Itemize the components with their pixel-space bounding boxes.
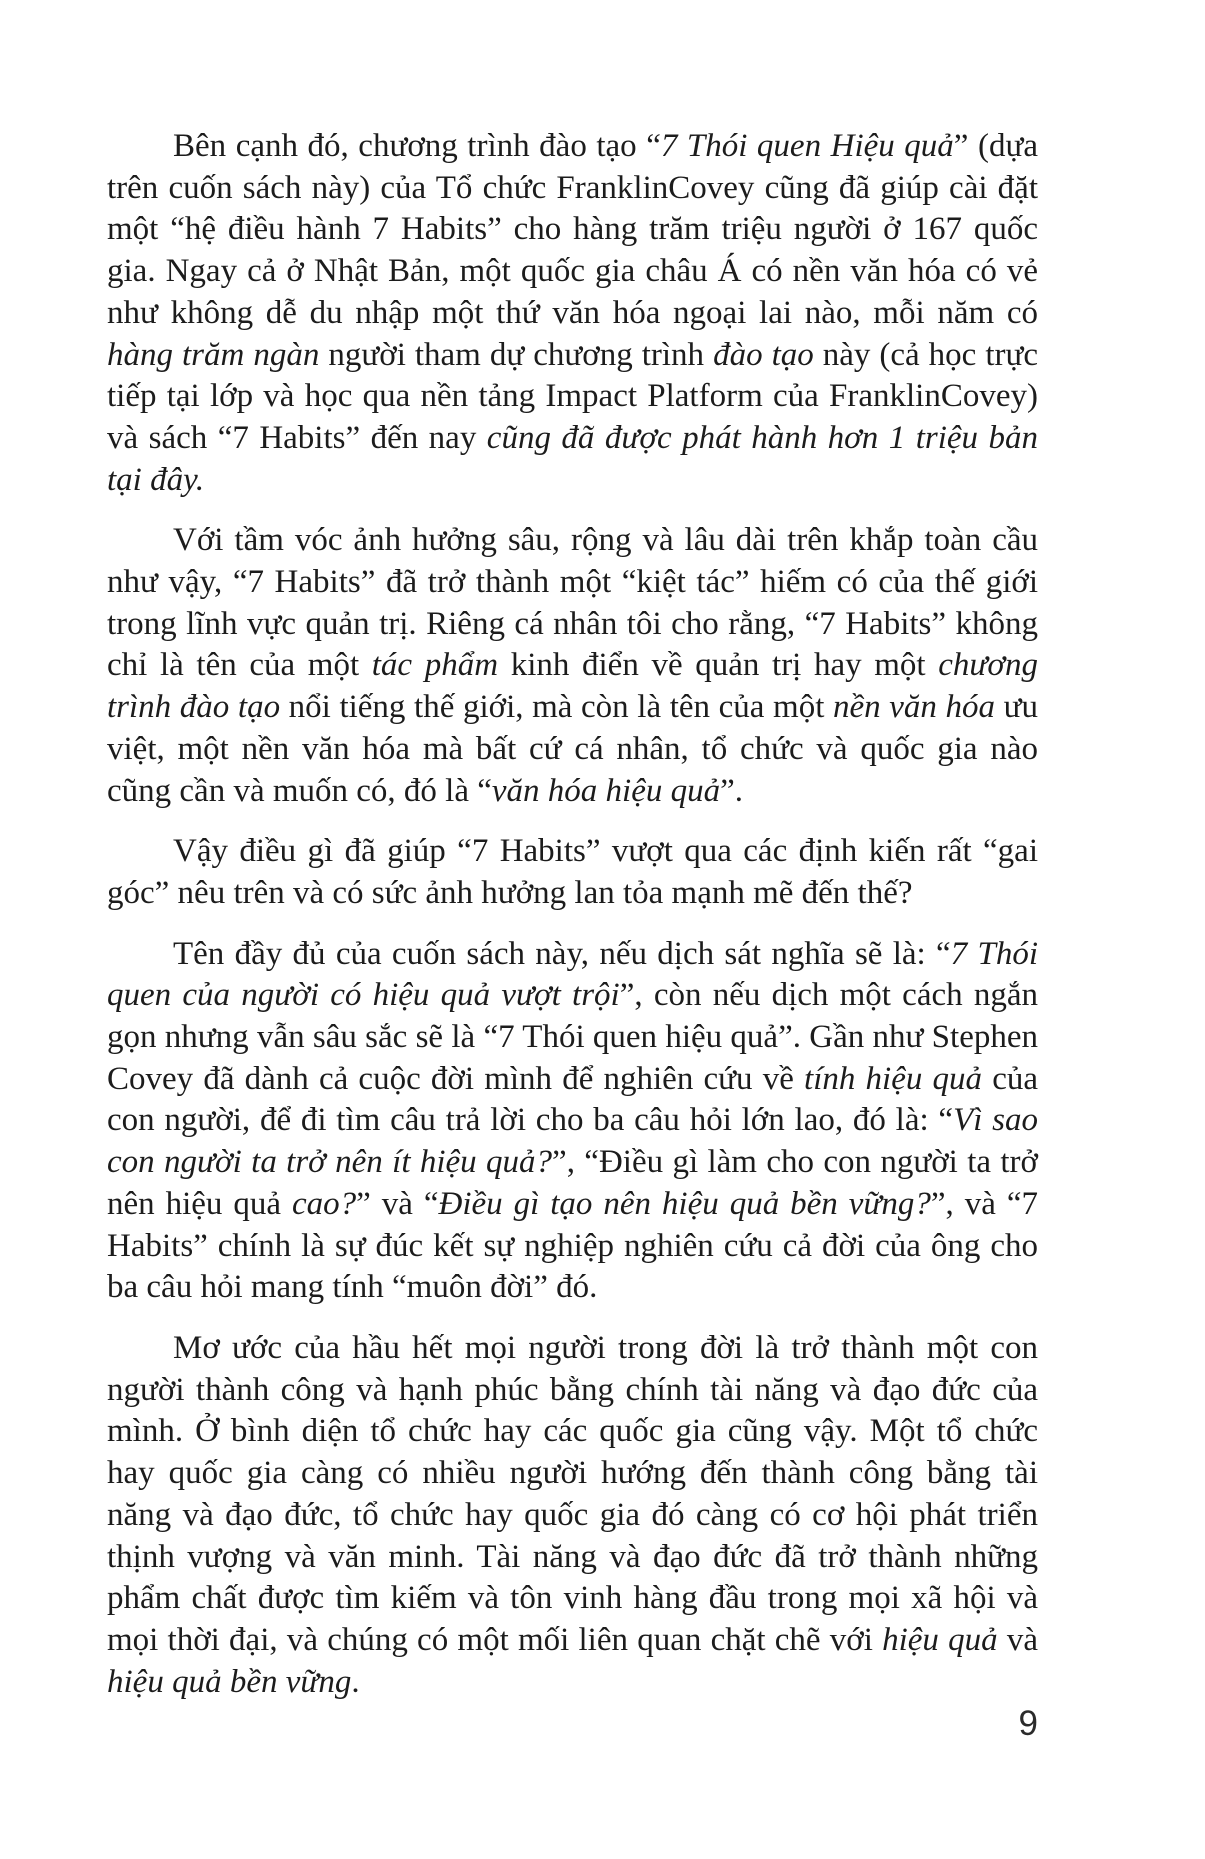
text-run: ”, còn nếu dịch một cách ngắn gọn nhưng vẫn sâu sắc sẽ là “7 Thói quen hiệu quả”. Gần như Stephen Covey đã dành cả cuộc đời mình để nghiên cứu về xyxy=(107,977,1038,1097)
paragraph xyxy=(107,934,1038,1309)
text-run: Với tầm vóc ảnh hưởng sâu, rộng và lâu dài trên khắp toàn cầu như vậy, “7 Habits” đã trở thành một “kiệt tác” hiếm có của thế giới trong lĩnh vực quản trị. Riêng cá nhân tôi cho rằng, “7 Habits” không chỉ là tên của một xyxy=(107,522,1038,684)
italic-text-run: nền văn hóa xyxy=(832,689,995,726)
text-run: Tên đầy đủ của cuốn sách này, nếu dịch sát nghĩa sẽ là: “ xyxy=(173,935,951,972)
text-run: ”. xyxy=(720,772,743,809)
text-run: ưu việt, một nền văn hóa mà bất cứ cá nhân, tổ chức và quốc gia nào cũng cần và muốn có, đó là “ xyxy=(107,689,1038,809)
page-text xyxy=(107,126,1038,1722)
italic-text-run: 7 Thói quen Hiệu quả xyxy=(660,128,954,164)
text-run: của con người, để đi tìm câu trả lời cho ba câu hỏi lớn lao, đó là: “ xyxy=(107,1060,1038,1139)
italic-text-run: cũng đã được phát hành hơn 1 triệu bản tại đây. xyxy=(107,419,1038,498)
italic-text-run: hiệu quả xyxy=(882,1621,998,1658)
italic-text-run: đào tạo xyxy=(713,336,814,373)
paragraph xyxy=(107,126,1038,501)
italic-text-run: chương trình đào tạo xyxy=(107,647,1039,726)
text-run: Vậy điều gì đã giúp “7 Habits” vượt qua các định kiến rất “gai góc” nêu trên và có sức ảnh hưởng lan tỏa mạnh mẽ đến thế? xyxy=(107,833,1038,911)
text-run: ”, và “7 Habits” chính là sự đúc kết sự nghiệp nghiên cứu cả đời của ông cho ba câu hỏi mang tính “muôn đời” đó. xyxy=(107,1185,1038,1306)
italic-text-run: Điều gì tạo nên hiệu quả bền vững? xyxy=(438,1185,931,1222)
italic-text-run: tính hiệu quả xyxy=(804,1060,983,1097)
text-run: và xyxy=(997,1621,1038,1658)
text-run: ” và “ xyxy=(356,1185,439,1222)
paragraph xyxy=(107,1328,1038,1703)
text-run: . xyxy=(351,1663,360,1700)
paragraph xyxy=(107,520,1038,812)
text-run: Mơ ước của hầu hết mọi người trong đời là trở thành một con người thành công và hạnh phúc bằng chính tài năng và đạo đức của mình. Ở bình diện tổ chức hay các quốc gia cũng vậy. Một tổ chức hay quốc gia càng có nhiều người hướng đến thành công bằng tài năng và đạo đức, tổ chức hay quốc gia đó càng có cơ hội phát triển thịnh vượng và văn minh. Tài năng và đạo đức đã trở thành những phẩm chất được tìm kiếm và tôn vinh hàng đầu trong mọi xã hội và mọi thời đại, và chúng có một mối liên quan chặt chẽ với xyxy=(107,1329,1038,1658)
text-run: ”, “Điều gì làm cho con người ta trở nên hiệu quả xyxy=(107,1144,1038,1222)
italic-text-run: tác phẩm xyxy=(371,647,499,684)
page-number: 9 xyxy=(1018,1704,1038,1743)
text-run: Bên cạnh đó, chương trình đào tạo “ xyxy=(173,128,661,164)
italic-text-run: Vì sao con người ta trở nên ít hiệu quả? xyxy=(107,1102,1039,1181)
italic-text-run: hiệu quả bền vững xyxy=(107,1663,352,1700)
paragraph xyxy=(107,831,1038,914)
text-run: người tham dự chương trình xyxy=(319,336,714,373)
text-run: ” (dựa trên cuốn sách này) của Tổ chức FranklinCovey cũng đã giúp cài đặt một “hệ điều hành 7 Habits” cho hàng trăm triệu người ở 167 quốc gia. Ngay cả ở Nhật Bản, một quốc gia châu Á có nền văn hóa có vẻ như không dễ du nhập một thứ văn hóa ngoại lai nào, mỗi năm có xyxy=(107,128,1038,331)
italic-text-run: hàng trăm ngàn xyxy=(107,336,320,373)
italic-text-run: 7 Thói quen của người có hiệu quả vượt trội xyxy=(107,935,1038,1014)
text-run: nổi tiếng thế giới, mà còn là tên của một xyxy=(280,689,833,726)
italic-text-run: văn hóa hiệu quả xyxy=(491,772,721,809)
italic-text-run: cao? xyxy=(291,1185,357,1222)
text-run: này (cả học trực tiếp tại lớp và học qua nền tảng Impact Platform của FranklinCovey) và sách “7 Habits” đến nay xyxy=(107,336,1039,456)
text-run: kinh điển về quản trị hay một xyxy=(498,647,939,684)
